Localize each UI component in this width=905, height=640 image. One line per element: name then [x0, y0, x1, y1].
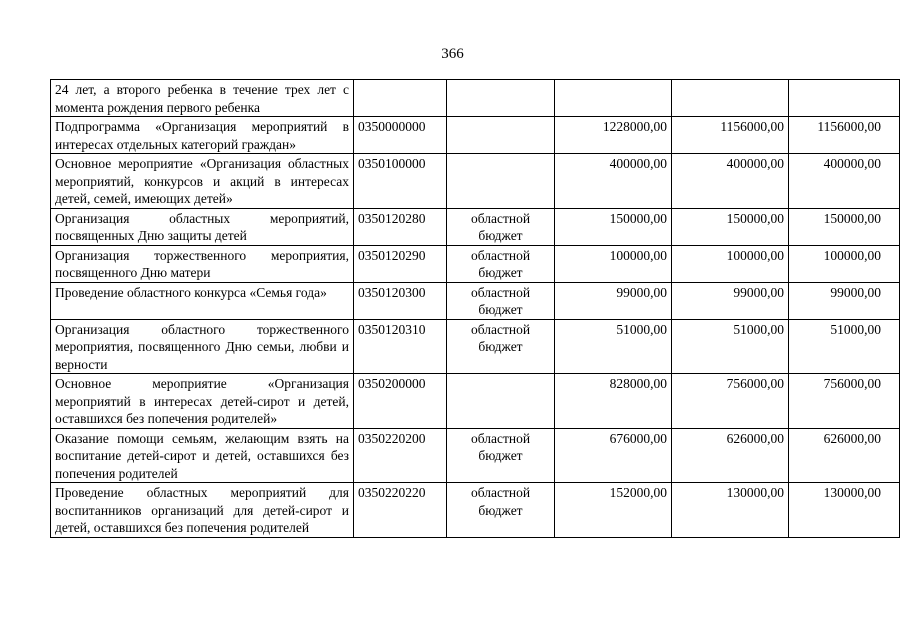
- table-row: [51, 483, 900, 538]
- row-name-cell: Оказание помощи семьям, желающим взять на воспитание детей-сирот и детей, оставшихся без попечения родителей: [51, 428, 354, 483]
- row-year2-cell: 626000,00: [672, 428, 789, 483]
- row-year2-cell: 51000,00: [672, 319, 789, 374]
- table-row: [51, 208, 900, 245]
- row-name-cell: Организация торжественного мероприятия, посвященного Дню матери: [51, 245, 354, 282]
- table-row: [51, 154, 900, 209]
- row-year1-cell: 99000,00: [555, 282, 672, 319]
- row-year3-cell: 51000,00: [789, 319, 900, 374]
- row-year1-cell: 400000,00: [555, 154, 672, 209]
- row-source-cell: областной бюджет: [447, 208, 555, 245]
- row-year3-cell: 400000,00: [789, 154, 900, 209]
- row-code-cell: [354, 80, 447, 117]
- row-year3-cell: 150000,00: [789, 208, 900, 245]
- row-name-cell: Проведение областных мероприятий для воспитанников организаций для детей-сирот и детей, оставшихся без попечения родителей: [51, 483, 354, 538]
- table-row: [51, 319, 900, 374]
- row-year2-cell: 150000,00: [672, 208, 789, 245]
- table-row: [51, 374, 900, 429]
- row-source-cell: областной бюджет: [447, 245, 555, 282]
- row-year1-cell: 152000,00: [555, 483, 672, 538]
- row-year3-cell: 756000,00: [789, 374, 900, 429]
- row-year2-cell: 99000,00: [672, 282, 789, 319]
- row-source-cell: [447, 117, 555, 154]
- row-name-cell: Подпрограмма «Организация мероприятий в интересах отдельных категорий граждан»: [51, 117, 354, 154]
- row-year2-cell: 756000,00: [672, 374, 789, 429]
- row-name-cell: Основное мероприятие «Организация областных мероприятий, конкурсов и акций в интересах детей, семей, имеющих детей»: [51, 154, 354, 209]
- row-code-cell: 0350120290: [354, 245, 447, 282]
- row-year2-cell: 130000,00: [672, 483, 789, 538]
- row-year1-cell: 100000,00: [555, 245, 672, 282]
- row-year3-cell: 1156000,00: [789, 117, 900, 154]
- row-code-cell: 0350120300: [354, 282, 447, 319]
- row-year2-cell: 100000,00: [672, 245, 789, 282]
- row-year3-cell: [789, 80, 900, 117]
- row-source-cell: областной бюджет: [447, 428, 555, 483]
- row-year2-cell: 400000,00: [672, 154, 789, 209]
- page-number: 366: [441, 46, 464, 62]
- row-year3-cell: 626000,00: [789, 428, 900, 483]
- row-name-cell: Организация областного торжественного мероприятия, посвященного Дню семьи, любви и верности: [51, 319, 354, 374]
- row-code-cell: 0350200000: [354, 374, 447, 429]
- row-code-cell: 0350100000: [354, 154, 447, 209]
- row-source-cell: [447, 154, 555, 209]
- row-year1-cell: 828000,00: [555, 374, 672, 429]
- table-row: [51, 245, 900, 282]
- row-year2-cell: [672, 80, 789, 117]
- row-source-cell: областной бюджет: [447, 483, 555, 538]
- row-source-cell: областной бюджет: [447, 319, 555, 374]
- row-year1-cell: [555, 80, 672, 117]
- row-source-cell: [447, 80, 555, 117]
- table-row: [51, 282, 900, 319]
- row-source-cell: областной бюджет: [447, 282, 555, 319]
- row-year1-cell: 1228000,00: [555, 117, 672, 154]
- row-name-cell: Основное мероприятие «Организация мероприятий в интересах детей-сирот и детей, оставшихся без попечения родителей»: [51, 374, 354, 429]
- row-year1-cell: 676000,00: [555, 428, 672, 483]
- table-row: [51, 80, 900, 117]
- row-year3-cell: 130000,00: [789, 483, 900, 538]
- budget-table: [50, 79, 900, 538]
- row-name-cell: Организация областных мероприятий, посвященных Дню защиты детей: [51, 208, 354, 245]
- row-code-cell: 0350120310: [354, 319, 447, 374]
- row-name-cell: Проведение областного конкурса «Семья года»: [51, 282, 354, 319]
- row-name-cell: 24 лет, а второго ребенка в течение трех лет с момента рождения первого ребенка: [51, 80, 354, 117]
- row-year1-cell: 150000,00: [555, 208, 672, 245]
- row-code-cell: 0350000000: [354, 117, 447, 154]
- row-year3-cell: 100000,00: [789, 245, 900, 282]
- row-year1-cell: 51000,00: [555, 319, 672, 374]
- row-year2-cell: 1156000,00: [672, 117, 789, 154]
- table-row: [51, 428, 900, 483]
- row-year3-cell: 99000,00: [789, 282, 900, 319]
- row-source-cell: [447, 374, 555, 429]
- row-code-cell: 0350220200: [354, 428, 447, 483]
- table-row: [51, 117, 900, 154]
- row-code-cell: 0350120280: [354, 208, 447, 245]
- row-code-cell: 0350220220: [354, 483, 447, 538]
